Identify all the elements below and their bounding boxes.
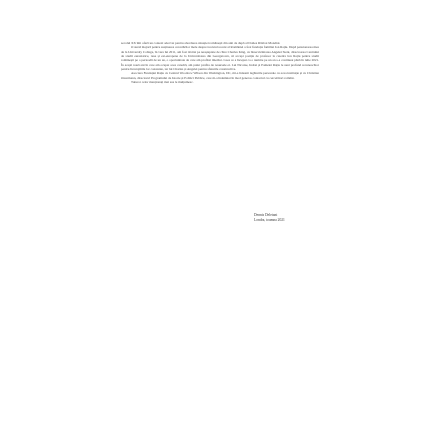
signature-block <box>254 213 324 222</box>
paragraph-2: O sursă majoră pentru susținerea cercetărilor mele despre trecutul recent al României a fost fundația familiei Ion Rațiu. După pensionarea mea de la University College, în vara lui 2011, am fost invitat pe neașteptate de către Charles King, cu binecuvântarea Angelei Stent, directoarea Centrului de studii eurasiatice, ruse și est-europene de la Universitatea din Georgetown, să accept poziția de profesor la catedra Ion Rațiu pentru studii românești pe o perioadă de un an, o oportunitate de care am profitat imediat. Ceea ce a început ca o numire pe un an s-a continuat până în iulie 2021. În acești nouă ani în care am ocupat acea catedră, am putut profita de resursele ei. Lui Nicolae, Indrei și Pamelei Rațiu le sunt profund recunoscător pentru încurajările lor constante, iar lui Charles și Angelei pentru sfaturile constructive. <box>121 45 319 72</box>
acknowledgements-text <box>121 41 319 84</box>
author-name: Dennis Deletant <box>254 213 278 217</box>
place-date: Londra, toamna 2021 <box>254 217 285 222</box>
paragraph-4: Tuturor celor menționați mai sus le mulțumesc. <box>131 80 194 85</box>
paragraph-1: secolul XX îmi oferă un context adecvat pentru abordarea situației românești din anii de după al Doilea Război Mondial. <box>121 41 281 45</box>
paragraph-3: Asociera Fundației Rațiu cu Centrul Woodrow Wilson din Washington, DC, mi-a înlesnit legăturile personale cu acea instituție și cu Christian Ostermann, directorul Programului de Istorie și Politici Publice, care m-a îndemnat în mod generos contactul cu cercetători români. <box>121 71 319 80</box>
